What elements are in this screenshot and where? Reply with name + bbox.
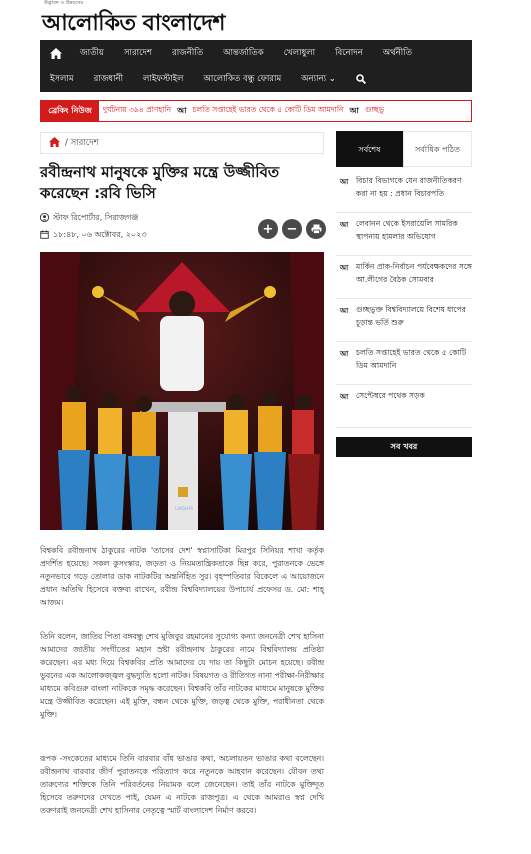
nav-item-sports[interactable]: খেলাধুলা: [283, 48, 316, 58]
site-logo-icon: আ: [340, 263, 349, 272]
user-icon: [40, 213, 49, 224]
home-icon[interactable]: [40, 48, 70, 59]
breadcrumb-section[interactable]: সারাদেশ: [70, 138, 99, 148]
sidebar-tabs: [336, 131, 472, 167]
latest-news-list: [336, 170, 472, 434]
site-logo-icon: আ: [340, 177, 349, 186]
breadcrumb: [40, 132, 324, 154]
print-icon[interactable]: [306, 219, 326, 239]
site-logo-icon: আ: [340, 392, 349, 401]
site-logo[interactable]: আলোকিত বাংলাদেশ: [42, 10, 225, 36]
news-headline[interactable]: মার্কিন প্রাক-নির্বাচন পর্যবেক্ষকদের সঙ্গে আ.লীগের বৈঠক সোমবার: [356, 262, 472, 284]
nav-item-international[interactable]: আন্তর্জাতিক: [223, 48, 264, 58]
list-item[interactable]: [336, 385, 472, 428]
site-logo-icon: আ: [340, 306, 349, 315]
nav-row-1: [40, 40, 422, 66]
nav-item-national[interactable]: জাতীয়: [80, 48, 104, 58]
ticker-logo-icon: আ: [349, 105, 359, 115]
nav-item-islam[interactable]: ইসলাম: [50, 74, 74, 84]
nav-item-friends-forum[interactable]: আলোকিত বন্ধু ফোরাম: [203, 74, 282, 84]
author-name: স্টাফ রিপোর্টার, সিরাজগঞ্জ: [53, 213, 139, 222]
nav-item-capital[interactable]: রাজধানী: [93, 74, 124, 84]
article-paragraph: তিনি বলেন, জাতির পিতা বঙ্গবন্ধু শেখ মুজিবুর রহমানের সুযোগ্য কন্যা জননেত্রী শেখ হাসিনা আমাদের জাতীয় সংগীতের মহান স্রষ্টা রবীন্দ্রনাথ ঠাকুরের নামে বিশ্ববিদ্যালয় প্রতিষ্ঠা করেছেন। এর মধ্য দিয়ে বিশ্বকবির প্রতি আমাদের যে দায় তা কিছুটা মোচন হয়েছে। রবীন্দ্র ভুবনের এক আলোকজ্জ্বল বুদ্ধদ্যুতি হলো নাটক। বিষয়গত ও রীতিগত নানা পরীক্ষা-নিরীক্ষার মাধ্যমে কবিগুরু বাংলা নাটককে সমৃদ্ধ করেছেন। বিশ্বকবি তাঁর নাটকের মাধ্যমে মানুষকে মুক্তির মন্ত্রে উজ্জীবিত করেছেন। এই মুক্তি, বন্ধন থেকে মুক্তি, জড়ত্ব থেকে মুক্তি, পরাধীনতা থেকে মুক্তি।: [40, 632, 324, 719]
search-icon[interactable]: [346, 74, 376, 84]
photo-banner-text: LAKSHYA: [175, 506, 194, 511]
nav-item-others[interactable]: [291, 72, 346, 86]
news-headline[interactable]: চলতি সপ্তাহেই ভারত থেকে ৫ কোটি ডিম আমদানি: [356, 348, 467, 370]
news-headline[interactable]: বিচার বিভাগকে যেন রাজনীতিকরণ করা না হয় : প্রধান বিচারপতি: [356, 176, 462, 198]
article-photo: [40, 252, 324, 530]
nav-item-lifestyle[interactable]: লাইফস্টাইল: [143, 74, 184, 84]
news-headline[interactable]: গুচ্ছভুক্ত বিশ্ববিদ্যালয়ে বিশেষ ধাপের চূড়ান্ত ভর্তি শুরু: [356, 305, 466, 327]
calendar-icon: [40, 230, 49, 241]
ticker-item[interactable]: গুচ্ছভু: [364, 105, 385, 114]
tab-most-read[interactable]: সর্বাধিক পঠিত: [403, 131, 472, 167]
breaking-news-ticker: [40, 100, 472, 122]
breadcrumb-separator: /: [65, 138, 71, 148]
list-item[interactable]: [336, 256, 472, 299]
ticker-logo-icon: আ: [177, 105, 187, 115]
site-logo-icon: আ: [340, 349, 349, 358]
nav-item-politics[interactable]: রাজনীতি: [172, 48, 204, 58]
article-date: [40, 229, 147, 242]
ticker-track: [103, 101, 384, 121]
ticker-item[interactable]: দুর্ঘটনায় ৩৯৪ প্রাণহানি: [103, 105, 172, 114]
site-header: [40, 0, 491, 40]
article-author: [40, 212, 138, 225]
news-headline[interactable]: লেবানন থেকে ইসরায়েলি সামরিক স্থাপনায় হামলার অভিযোগ: [356, 219, 458, 241]
site-logo-icon: আ: [340, 220, 349, 229]
tab-latest[interactable]: সর্বশেষ: [336, 131, 403, 167]
publish-datetime: ১৮:৪৮, ০৬ অক্টোবর, ২০২৩: [53, 230, 147, 239]
zoom-out-icon[interactable]: −: [282, 219, 302, 239]
main-nav: [40, 40, 472, 92]
article-paragraph: রূপক -সংকেতের মাধ্যমে তিনি বারবার বাঁধ ভাঙার কথা, অচলায়তন ভাঙার কথা বলেছেন। রবীন্দ্রনাথ বারবার জীর্ণ পুরাতনকে পরিত্যাগ করে নতুনকে আহবান করেছেন। যৌবন তথা তারুণ্যের শক্তিকে তিনি পরিবর্তনের নিয়ামক বলে জেনেছেন। তাই তাঁর নাটকে মুক্তিদূত হিসেবে তরুণদের দেখতে পাই, যেমন এ নাটকে রাজপুত্র। এ থেকে আমরাও স্বপ্ন দেখি তরুণরাই জননেত্রী শেখ হাসিনার নেতৃত্বে স্মার্ট বাংলাদেশ নির্মাণ করবে।: [40, 754, 324, 815]
article-paragraph: বিশ্বকবি রবীন্দ্রনাথ ঠাকুরের নাটক 'তাসের দেশ' স্বপ্নাসাটিকা মিরপুর সিনিয়র শাখা কর্তৃক প্রদর্শিত হয়েছে। সকল কুসংস্কার, জড়তা ও নিয়মতান্ত্রিকতাকে ছিন্ন করে, পুরাতনকে ভেঙ্গে নতুনভাবে গড়ে তোলার ডাক নাটকটির অন্তর্নিহিত সুর। বৃহস্পতিবার বিকেলে এ আয়োজনে প্রধান অতিথি হিসেবে বক্তব্য রাখেন, রবীন্দ্র বিশ্ববিদ্যালয়ের উপাচার্য প্রফেসর ড. মো: শাহ্ আজম।: [40, 546, 324, 607]
nav-item-economy[interactable]: অর্থনীতি: [382, 48, 412, 58]
zoom-in-icon[interactable]: +: [258, 219, 278, 239]
nav-item-entertainment[interactable]: বিনোদন: [335, 48, 363, 58]
all-news-button[interactable]: সব খবর: [336, 437, 472, 457]
site-tagline: উদ্ভাবন ও উন্নয়নের: [44, 0, 84, 6]
nav-item-others-label: অন্যান্য: [301, 74, 327, 84]
list-item[interactable]: [336, 342, 472, 385]
list-item[interactable]: [336, 213, 472, 256]
home-icon[interactable]: [49, 137, 60, 150]
nav-row-2: [40, 66, 376, 92]
chevron-down-icon: ⌄: [328, 74, 336, 84]
nav-item-countrywide[interactable]: সারাদেশ: [123, 48, 153, 58]
breaking-news-label: ব্রেকিং নিউজ: [41, 101, 99, 121]
ticker-item[interactable]: চলতি সপ্তাহেই ভারত থেকে ৫ কোটি ডিম আমদানি: [192, 105, 344, 114]
list-item[interactable]: [336, 170, 472, 213]
news-headline[interactable]: সেপ্টেম্বরে পথেক সড়ক: [356, 391, 425, 400]
article-title: রবীন্দ্রনাথ মানুষকে মুক্তির মন্ত্রে উজ্জীবিত করেছেন :রবি ভিসি: [40, 163, 280, 202]
list-item[interactable]: [336, 299, 472, 342]
